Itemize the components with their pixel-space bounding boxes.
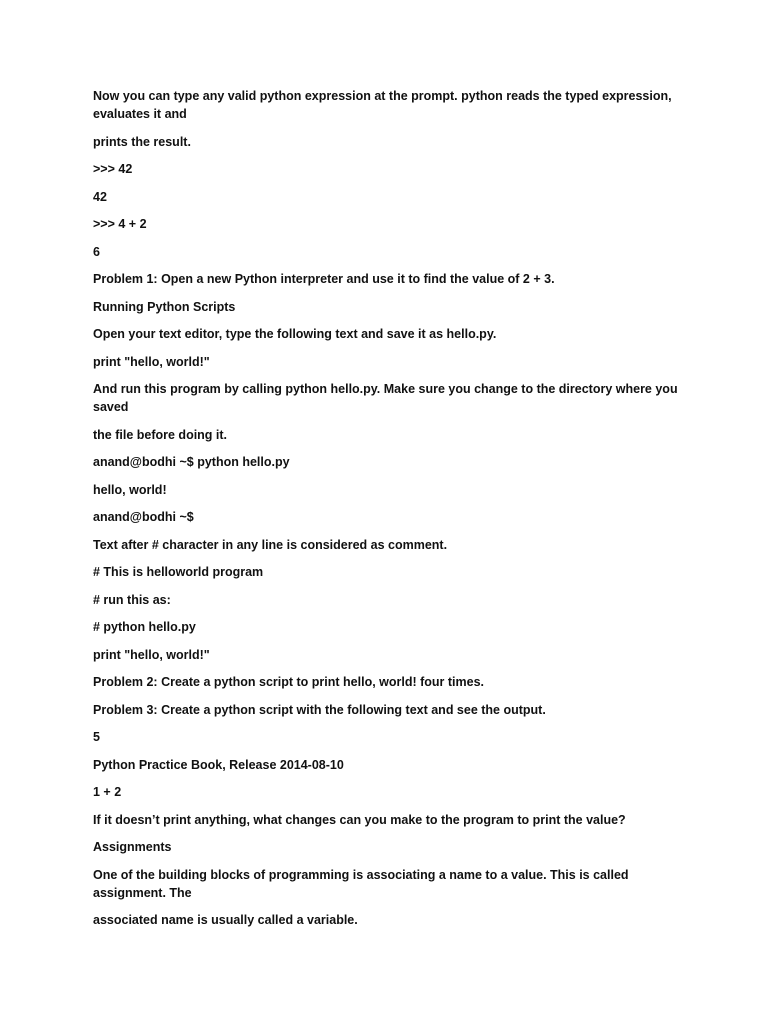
problem-3: Problem 3: Create a python script with the following text and see the output. — [93, 702, 546, 717]
code-one-plus-two: 1 + 2 — [93, 785, 122, 799]
prompt-output-6: 6 — [93, 244, 100, 259]
shell-output: hello, world! — [93, 482, 167, 497]
code-print-hello: print "hello, world!" — [93, 354, 210, 369]
running-header: Python Practice Book, Release 2014-08-10 — [93, 757, 344, 772]
paragraph-intro-line-1: Now you can type any valid python expression at the prompt. python reads the typed expression, evaluates it and — [93, 89, 672, 121]
paragraph-assignment-line-1: One of the building blocks of programming is associating a name to a value. This is called assignment. The — [93, 867, 629, 900]
problem-2: Problem 2: Create a python script to print hello, world! four times. — [93, 675, 485, 689]
paragraph-question: If it doesn’t print anything, what changes can you make to the program to print the value? — [93, 812, 626, 827]
problem-1: Problem 1: Open a new Python interpreter and use it to find the value of 2 + 3. — [93, 272, 555, 286]
paragraph-assignment-line-2: associated name is usually called a variable. — [93, 913, 358, 927]
code-comment-3: # python hello.py — [93, 620, 196, 634]
paragraph-run-program-line-2: the file before doing it. — [93, 427, 228, 442]
section-heading-assignments: Assignments — [93, 840, 172, 854]
document-body — [93, 87, 678, 939]
paragraph-intro-line-2: prints the result. — [93, 134, 191, 149]
page-number: 5 — [93, 730, 100, 744]
shell-command: anand@bodhi ~$ python hello.py — [93, 455, 290, 469]
prompt-input-42: >>> 42 — [93, 162, 133, 176]
paragraph-run-program-line-1: And run this program by calling python hello.py. Make sure you change to the directory where you saved — [93, 382, 678, 414]
paragraph-open-editor: Open your text editor, type the following text and save it as hello.py. — [93, 327, 497, 341]
shell-prompt: anand@bodhi ~$ — [93, 510, 194, 524]
code-comment-2: # run this as: — [93, 592, 171, 607]
section-heading-running-scripts: Running Python Scripts — [93, 299, 236, 314]
prompt-input-4-plus-2: >>> 4 + 2 — [93, 217, 147, 231]
paragraph-comment-info: Text after # character in any line is considered as comment. — [93, 537, 448, 552]
code-print-hello-2: print "hello, world!" — [93, 647, 210, 662]
code-comment-1: # This is helloworld program — [93, 565, 264, 579]
prompt-output-42: 42 — [93, 189, 107, 204]
